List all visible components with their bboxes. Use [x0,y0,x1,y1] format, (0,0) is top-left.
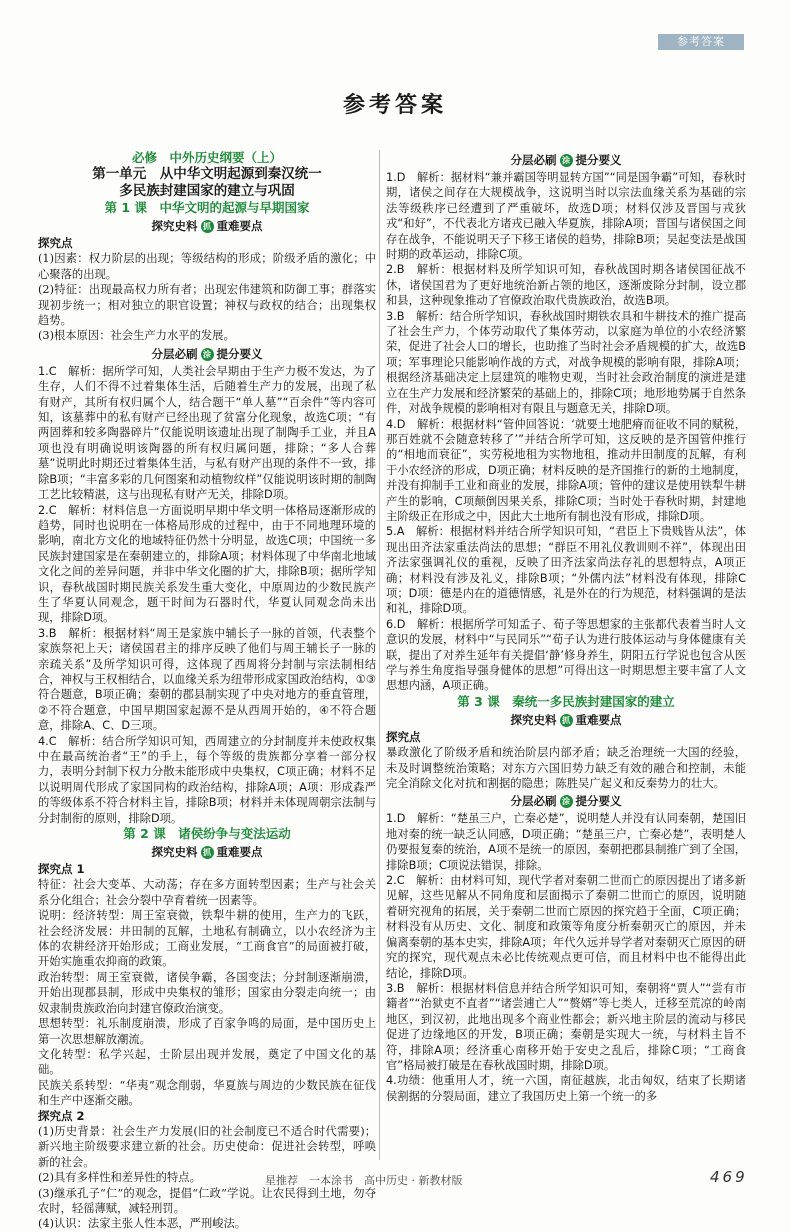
paint-badge-icon: 涂 [560,795,573,808]
grab-badge-icon: 抓 [201,846,214,859]
lesson-1-heading: 第 1 课 中华文明的起源与早期国家 [104,200,310,215]
answer-item: 4.C 解析：结合所学知识可知，西周建立的分封制度并未使政权集中在最高统治者“王”的手上，每个等级的贵族都分享着一部分权力，表明分封制下权力分散未能形成中央集权，C项正确；材料不足以说明周代形成了家国同构的政治结构，排除A项；A项：形成森严的等级体系不符合材料主旨，排除B项；材料并未体现周朝宗法制与分封制衔的原则，排除D项。 [38,734,376,825]
probe-label: 探究点 1 [38,862,85,877]
answer-item: 4.D 解析：根据材料“管仲回答说：‘就要土地肥瘠而征收不同的赋税，那百姓就不会随意转移了’”并结合所学可知，这反映的是齐国管仲推行的“相地而衰征”，实劳税地租为实物地租，推动井田制度的瓦解，有利于小农经济的形成，D项正确；材料反映的是齐国推行的新的土地制度，并没有抑制手工业和商业的发展，排除A项；管仲的建议是使用铁犁牛耕产生的影响，C项颠倒因果关系，排除C项；当时处于春秋时期，封建地主阶级正在形成之中，因此大土地所有制也没有形成，排除D项。 [386,417,746,523]
probe-item: 政治转型：周王室衰微，诸侯争霸，各国变法；分封制逐渐崩溃，开始出现郡县制，形成中央集权的雏形；国家由分裂走向统一；由奴隶制贵族政治向封建官僚政治演变。 [38,970,376,1015]
answer-item: 1.D 解析：“楚虽三户，亡秦必楚”，说明楚人并没有认同秦朝，楚国旧地对秦的统一缺乏认同感，D项正确；“楚虽三户，亡秦必楚”，表明楚人仍要报复秦的统治，A项不是统一的原因，秦朝把郡县制推广到了全国，排除B项；C项说法错误，排除。 [386,812,746,872]
grab-badge-icon: 抓 [560,714,573,727]
probe-item: 思想转型：礼乐制度崩溃，形成了百家争鸣的局面，是中国历史上第一次思想解放潮流。 [38,1017,376,1046]
probe-item: 暴政激化了阶级矛盾和统治阶层内部矛盾；缺乏治理统一大国的经验，未及时调整统治策略；对东方六国旧势力缺乏有效的融合和控制，未能完全消除文化对抗和割据的隐患；陈胜吴广起义和反秦势力的壮大。 [386,746,746,791]
subsection-explore: 探究史料 抓 重难要点 [151,219,263,233]
unit-heading-line2: 多民族封建国家的建立与巩固 [119,183,295,199]
answer-item: 6.D 解析：根据所学可知孟子、荀子等思想家的主张都代表着当时人文意识的发展，材料中“与民同乐”“荀子认为进行肢体运动与身体健康有关联，提出了对养生延年有关提倡‘静’修身养生，阴阳五行学说也包含从医学与养生角度指导强身健体的思想”可得出这一时期思想主要丰富了人文思想内涵，A项正确。 [386,617,746,693]
probe-label: 探究点 [386,729,421,744]
grab-badge-icon: 抓 [201,220,214,233]
probe-item: (4)认识：法家主张人性本恶，严刑峻法。 [38,1217,247,1231]
answer-item: 1.D 解析：据材料“兼并霸国等明显转方国”“同是国争霸”可知，春秋时期，诸侯之间存在大规模战争，这说明当时以宗法血缘关系为基础的宗法等级秩序已经遭到了严重破坏，故选D项；材料仅涉及晋国与戎狄戎“和好”，不代表北方诸戎已融入华夏族，排除A项；晋国与诸侯国之间存在战争，不能说明天子下移王诸侯的趋势，排除B项；吴起变法是战国时期的政革运动，排除C项。 [386,171,746,262]
left-column [38,150,376,1232]
right-column [386,150,746,1104]
probe-label: 探究点 [38,236,73,250]
answer-item: 2.C 解析：材料信息一方面说明早期中华文明一体格局逐渐形成的趋势，同时也说明在一体格局形成的过程中，由于不同地理环境的影响，南北方文化的地域特征仍然十分明显，故选C项；中国统一多民族封建国家是在秦朝建立的，排除A项；材料体现了中华南北地域文化之间的差异问题，并非中华文化圈的扩大，排除B项；据所学知识，春秋战国时期民族关系发生重大变化，中原周边的少数民族产生了华夏认同观念，题干时间为石器时代，华夏认同观念尚未出现，排除D项。 [38,503,376,625]
subsection-tier: 分层必刷 涂 提分要义 [151,346,263,361]
answer-item: 3.B 解析：结合所学知识，春秋战国时期铁农具和牛耕技术的推广提高了社会生产力，个体劳动取代了集体劳动，以家庭为单位的小农经济繁荣，促进了社会人口的增长，也助推了当时社会矛盾规模的扩大，故选B项；军事理论只能影响作战的方式，对战争规模的影响有限，排除A项；根据经济基础决定上层建筑的唯物史观，当时社会政治制度的演进是建立在生产力发展和经济繁荣的基础上的，排除C项；地形地势属于自然条件，对战争规模的影响相对有限且与题意无关，排除D项。 [386,309,746,416]
answer-item: 2.C 解析：由材料可知，现代学者对秦朝二世而亡的原因提出了诸多新见解，这些见解从不同角度和层面揭示了秦朝二世而亡的原因，说明随着研究视角的拓展，关于秦朝二世而亡原因的探究趋于全面，C项正确；材料没有从历史、文化、制度和政策等角度分析秦朝灭亡的原因，并未偏离秦朝的基本史实，排除A项；年代久远并导学者对秦朝灭亡原因的研究的探究，现代观点未必比传统观点更可信，而且材料中也不能得出此结论，排除D项。 [386,874,746,980]
paint-badge-icon: 涂 [201,348,214,361]
probe-item: (2)特征：出现最高权力所有者；出现宏伟建筑和防御工事；群落实现初步统一；相对独立的职官设置；神权与政权的结合；出现集权趋势。 [38,283,376,328]
probe-item: 说明：经济转型：周王室衰微，铁犁牛耕的使用，生产力的飞跃，社会经济发展：井田制的瓦解，土地私有制确立，以小农经济为主体的农耕经济开始形成；工商业发展，“工商食官”的局面被打破，开始实施重农抑商的政策。 [38,909,376,969]
probe-item: 特征：社会大变革、大动荡；存在多方面转型因素；生产与社会关系分化组合；社会分裂中孕育着统一因素等。 [38,878,376,907]
lesson-2-heading: 第 2 课 诸侯纷争与变法运动 [123,826,291,842]
probe-item: 民族关系转型：“华夷”观念削弱，华夏族与周边的少数民族在征伐和生产中逐渐交融。 [38,1078,376,1108]
answer-item: 3.B 解析：根据材料“周王是家族中辅长子一脉的首领，代表整个家族祭祀上天；诸侯国君主的排序反映了他们与周王辅长子一脉的亲疏关系”及所学知识可得，这体现了西周将分封制与宗法制相结合，神权与王权相结合，以血缘关系为纽带形成家国政治结构，①③符合题意，B项正确；秦朝的郡县制实现了中央对地方的垂直管理，②不符合题意，中国早期国家起源不是从西周开始的，④不符合题意，排除A、C、D三项。 [38,626,376,733]
probe-item: (2)具有多样性和差异性的特点。 [38,1171,201,1185]
probe-item: (1)因素：权力阶层的出现；等级结构的形成；阶级矛盾的激化；中心聚落的出现。 [38,252,376,281]
subsection-explore-2: 探究史料 抓 重难要点 [151,845,263,860]
probe-item: (1)历史背景：社会生产力发展(旧的社会制度已不适合时代需要)；新兴地主阶级要求建立新的社会。历史使命：促进社会转型，呼唤新的社会。 [38,1124,376,1169]
subsection-tier-2: 分层必刷 涂 提分要义 [510,794,622,809]
subsection-explore: 探究史料 抓 重难要点 [510,712,622,727]
header-tag: 参考答案 [658,34,744,50]
answer-item: 1.C 解析：据所学可知，人类社会早期由于生产力极不发达，为了生存，人们不得不过着集体生活，后随着生产力的发展，出现了私有财产，其所有权归属个人，结合题干“单人墓”“百余件”等内容可知，该墓葬中的私有财产已经出现了贫富分化现象，故选C项；“有两固葬和较多陶器碎片”仅能说明该遗址出现了制陶手工业，并且A项也没有明确说明该陶器的所有权归属问题，排除；“多人合葬墓”说明此时期还过着集体生活，与私有财产出现的条件不一致，排除B项；“丰富多彩的几何图案和动植物纹样”仅能说明该时期的制陶工艺比较精湛，这与出现私有财产无关，排除D项。 [38,364,376,502]
subsection-tier: 分层必刷 涂 提分要义 [510,153,622,167]
lesson-3-heading: 第 3 课 秦统一多民族封建国家的建立 [457,693,675,709]
probe-item: (3)根本原因：社会生产力水平的发展。 [38,329,235,343]
module-heading: 必修 中外历史纲要（上） [131,150,282,165]
paint-badge-icon: 涂 [560,154,573,167]
page-number: 469 [710,1168,748,1186]
column-divider [379,150,380,1160]
probe-item: 文化转型：私学兴起，士阶层出现并发展，奠定了中国文化的基础。 [38,1047,376,1077]
page-title: 参考答案 [342,93,447,118]
probe-label: 探究点 2 [38,1108,85,1123]
footer-text: 星推荐 一本涂书 高中历史 · 新教材版 [265,1174,463,1187]
answer-item: 3.B 解析：根据材料信息并结合所学知识可知，秦朝将“贾人”“尝有市籍者”“治狱吏不直者”“诸尝逋亡人”“赘婿”等七类人，迁移至荒凉的岭南地区，到汉初，此地出现多个商业性都会；新兴地主阶层的流动与移民促进了边缘地区的开发，B项正确；秦朝是实现大一统，与材料主旨不符，排除A项；经济重心南移开始于安史之乱后，排除C项；“工商食官”格局被打破是在春秋战国时期，排除D项。 [386,981,746,1072]
unit-heading-line1: 第一单元 从中华文明起源到秦汉统一 [92,166,322,182]
answer-item: 5.A 解析：根据材料并结合所学知识可知，“君臣上下贵贱皆从法”，体现出田齐法家重法尚法的思想；“群臣不用礼仪教训则不祥”，体现出田齐法家强调礼仪的重视，反映了田齐法家尚法存礼的思想特点，A项正确；材料没有涉及礼义，排除B项；“外儒内法”材料没有体现，排除C项；D项：德是内在的道德情感，礼是外在的行为规范，材料强调的是法和礼，排除D项。 [386,525,746,616]
probe-item: (3)继承孔子“仁”的观念，提倡“仁政”学说。让农民得到土地，勿夺农时，轻徭薄赋，减轻刑罚。 [38,1186,376,1215]
answer-item: 2.B 解析：根据材料及所学知识可知，春秋战国时期各诸侯国征战不休，诸侯国君为了更好地统治新占领的地区，逐渐废除分封制，设立郡和县，这种现象推动了官僚政治取代贵族政治，故选B项。 [386,263,746,308]
answer-item: 4.功绩：他重用人才，统一六国，南征越族，北击匈奴，结束了长期诸侯割据的分裂局面，建立了我国历史上第一个统一的多 [386,1074,746,1103]
